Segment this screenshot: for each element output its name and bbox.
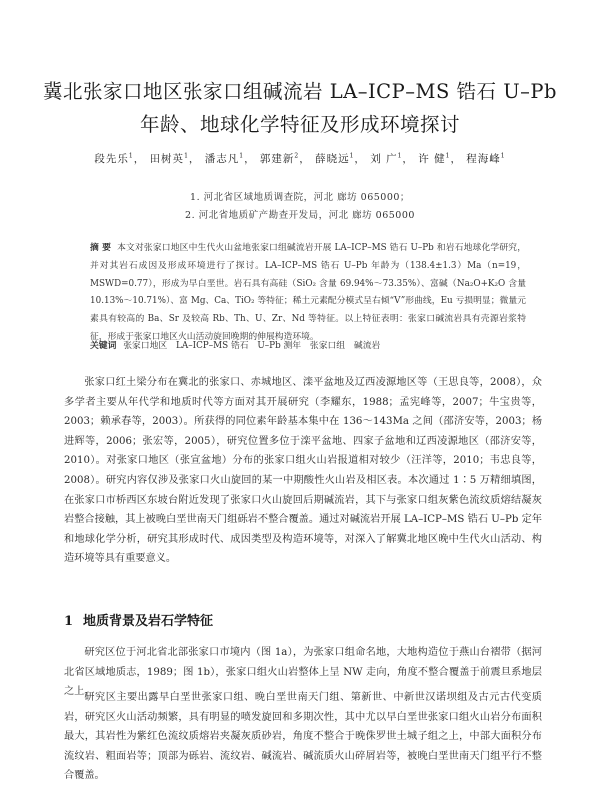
geology-paragraph-1: 研究区位于河北省北部张家口市境内（图 1a），为张家口组命名地，大地构造位于燕山台褶带（据河北省区域地质志，1989；图 1b），张家口组火山岩整体上呈 NW 走向，角度不整合覆盖于前震旦系地层之上。 (64, 647, 542, 698)
keyword: U–Pb 测年 (257, 341, 302, 351)
abstract (90, 240, 526, 347)
author: 段先乐$^1$， (94, 152, 146, 165)
abstract-label: 摘 要 (90, 243, 112, 253)
keywords (90, 338, 526, 351)
keyword: 张家口组 (309, 341, 346, 351)
keywords-label: 关键词 (90, 341, 117, 351)
section-heading (64, 610, 213, 629)
author: 许 健$^1$， (418, 152, 462, 165)
paper-title-line-2: 年龄、地球化学特征及形成环境探讨 (139, 113, 460, 136)
keyword: LA–ICP–MS 锆石 (176, 341, 249, 351)
author: 郭建新$^2$， (259, 152, 311, 165)
author: 刘 广$^1$， (370, 152, 414, 165)
section-title: 地质背景及岩石学特征 (83, 614, 214, 629)
section-number: 1 (64, 614, 74, 629)
paper-title-line-1: 冀北张家口地区张家口组碱流岩 LA–ICP–MS 锆石 U–Pb (43, 80, 557, 103)
abstract-text: 本文对张家口地区中生代火山盆地张家口组碱流岩开展 LA–ICP–MS 锆石 U–Pb 和岩石地球化学研究，并对其岩石成因及形成环境进行了探讨。LA–ICP–MS 锆石 U–Pb 年龄为（138.4±1.3）Ma（n=19，MSWD=0.77），形成为早白垩世。岩石具有高硅（SiO₂ 含量 69.94%～73.35%）、富碱（Na₂O+K₂O 含量 10.13%～10.71%）、富 Mg、Ca、TiO₂ 等特征；稀土元素配分模式呈右倾“V”形曲线，Eu 亏损明显；微量元素具有较高的 Ba、Sr 及较高 Rb、Th、U、Zr、Nd 等特征。以上特征表明：张家口碱流岩具有壳源岩浆特征，形成于张家口地区火山活动旋回晚期的伸展构造环境。 (90, 243, 526, 342)
keyword: 张家口地区 (123, 341, 168, 351)
geology-paragraph-2: 研究区主要出露早白垩世张家口组、晚白垩世南天门组、第新世、中新世汉诺坝组及古元古代变质岩，研究区火山活动频繁，具有明显的喷发旋回和多期次性，其中尤以早白垩世张家口组火山岩分布面积最大，其岩性为紫红色流纹质熔岩夹凝灰质砂岩，角度不整合于晚侏罗世土城子组之上，中部大面积分布流纹岩、粗面岩等；顶部为砾岩、流纹岩、碱流岩、碱流质火山碎屑岩等，被晚白垩世南天门组平行不整合覆盖。 (64, 692, 542, 782)
author-list (40, 151, 560, 166)
author: 潘志凡$^1$， (204, 152, 256, 165)
author: 程海峰$^1$ (466, 152, 506, 165)
author: 田树英$^1$， (149, 152, 201, 165)
affiliation-1: 1. 河北省区域地质调查院，河北 廊坊 065000； (190, 192, 410, 203)
intro-paragraph: 张家口红土梁分布在冀北的张家口、赤城地区、滦平盆地及辽西凌源地区等（王思良等，2008），众多学者主要从年代学和地质时代等方面对其开展研究（李耀东，1988；孟宪峰等，2007；牛宝贵等，2003；赖承春等，2003）。所获得的同位素年龄基本集中在 136～143Ma 之间（邵济安等，2003；杨进辉等，2006；张宏等，2005），研究位置多位于滦平盆地、四家子盆地和辽西凌源地区（邵济安等，2010）。对张家口地区（张宣盆地）分布的张家口组火山岩报道相对较少（汪洋等，2010；韦忠良等，2008）。研究内容仅涉及张家口火山旋回的某一中期酸性火山岩及相区表。本次通过 1∶5 万精细填图，在张家口市桥西区东坡台附近发现了张家口火山旋回后期碱流岩，其下与张家口组灰紫色流纹质熔结凝灰岩整合接触，其上被晚白垩世南天门组砾岩不整合覆盖。通过对碱流岩开展 LA–ICP–MS 锆石 U–Pb 定年和地球化学分析，研究其形成时代、成因类型及构造环境等，对深入了解冀北地区晚中生代火山活动、构造环境等具有重要意义。 (64, 377, 542, 565)
author: 薛晓远$^1$， (315, 152, 366, 165)
keyword: 碱流岩 (353, 341, 381, 351)
affiliation-2: 2. 河北省地质矿产勘查开发局，河北 廊坊 065000 (185, 210, 415, 221)
